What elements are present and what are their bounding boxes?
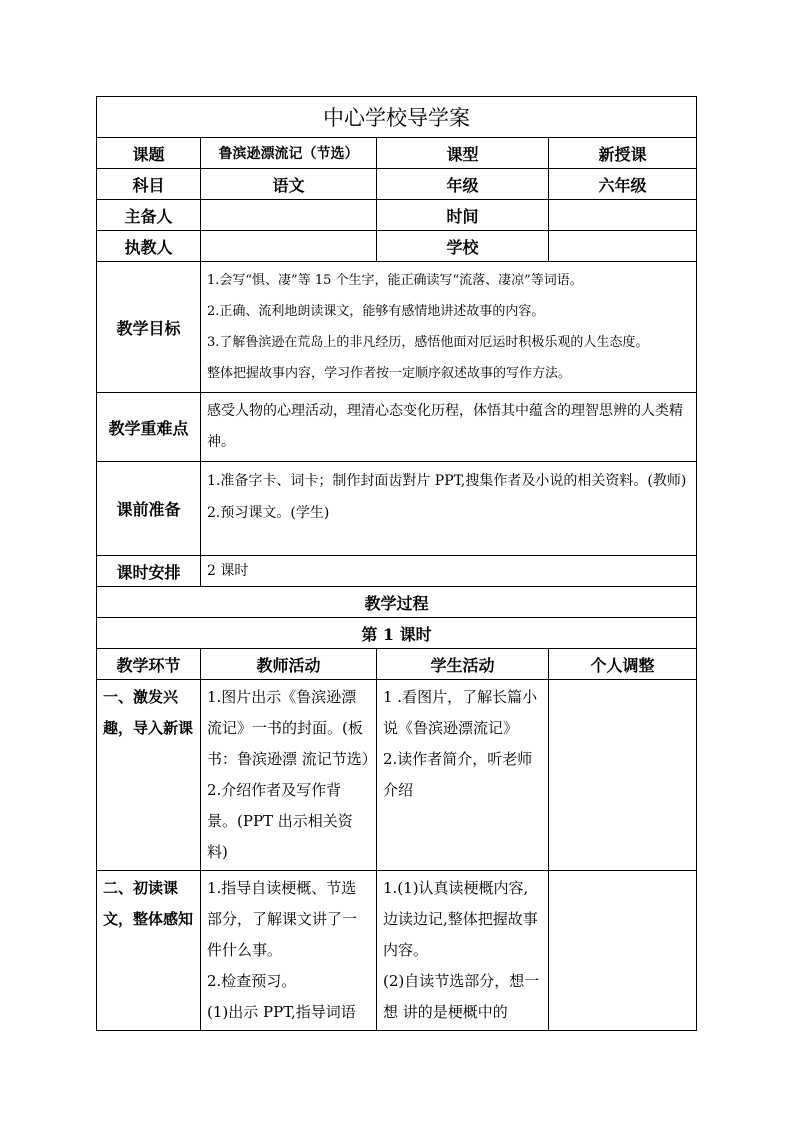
teacher-activity-line: 1.图片出示《鲁滨逊漂流记》一书的封面。(板书：鲁滨逊漂 流记节选） bbox=[207, 688, 377, 768]
teacher-activity-line: 2.介绍作者及写作背景。(PPT 出示相关资料) bbox=[207, 781, 353, 861]
student-activity-line: 2.读作者简介，听老师介绍 bbox=[383, 750, 533, 799]
goal-line: 2.正确、流利地朗读课文，能够有感情地讲述故事的内容。 bbox=[207, 304, 545, 319]
stage-cell: 二、初读课文，整体感知 bbox=[97, 871, 201, 1031]
teacher-activity-line: 2.检查预习。 bbox=[207, 972, 297, 990]
goal-line: 整体把握故事内容，学习作者按一定顺序叙述故事的写作方法。 bbox=[207, 366, 572, 381]
teacher-activity-line: (1)出示 PPT,指导词语 bbox=[207, 1003, 356, 1021]
page-title: 中心学校导学案 bbox=[97, 97, 697, 138]
prep-label: 课前准备 bbox=[97, 462, 201, 556]
teacher-activity-line: 1.指导自读梗概、节选部分，了解课文讲了一件什么事。 bbox=[207, 879, 358, 959]
teacher-activity-cell bbox=[201, 680, 377, 871]
column-header: 学生活动 bbox=[377, 649, 549, 680]
adjust-cell bbox=[549, 680, 697, 871]
subject-value: 语文 bbox=[201, 169, 377, 200]
goal-line: 3.了解鲁滨逊在荒岛上的非凡经历，感悟他面对厄运时积极乐观的人生态度。 bbox=[207, 335, 649, 350]
lesson-plan-table bbox=[96, 96, 697, 1031]
table-row bbox=[97, 680, 697, 871]
teacher-activity-cell bbox=[201, 871, 377, 1031]
schedule-value: 2 课时 bbox=[201, 556, 697, 587]
preparer-label: 主备人 bbox=[97, 200, 201, 231]
goals-content bbox=[201, 262, 697, 393]
time-value bbox=[549, 200, 697, 231]
student-activity-cell bbox=[377, 680, 549, 871]
column-header: 教师活动 bbox=[201, 649, 377, 680]
grade-value: 六年级 bbox=[549, 169, 697, 200]
student-activity-line: (2)自读节选部分，想一想 讲的是梗概中的 bbox=[383, 972, 540, 1021]
prep-content bbox=[201, 462, 697, 556]
student-activity-cell bbox=[377, 871, 549, 1031]
teacher-label: 执教人 bbox=[97, 231, 201, 262]
process-title: 教学过程 bbox=[97, 587, 697, 618]
prep-line: 2.预习课文。(学生) bbox=[207, 505, 330, 521]
schedule-label: 课时安排 bbox=[97, 556, 201, 587]
column-header: 个人调整 bbox=[549, 649, 697, 680]
goals-label: 教学目标 bbox=[97, 262, 201, 393]
column-header: 教学环节 bbox=[97, 649, 201, 680]
time-label: 时间 bbox=[377, 200, 549, 231]
focus-label: 教学重难点 bbox=[97, 393, 201, 462]
goal-line: 1.会写“惧、凄”等 15 个生字，能正确读写“流落、凄凉”等词语。 bbox=[207, 273, 583, 288]
adjust-cell bbox=[549, 871, 697, 1031]
student-activity-line: 1.(1)认真读梗概内容,边读边记,整体把握故事内容。 bbox=[383, 879, 538, 959]
type-label: 课型 bbox=[377, 138, 549, 169]
subject-label: 科目 bbox=[97, 169, 201, 200]
stage-cell: 一、激发兴趣，导入新课 bbox=[97, 680, 201, 871]
table-row bbox=[97, 871, 697, 1031]
topic-label: 课题 bbox=[97, 138, 201, 169]
prep-line: 1.准备字卡、词卡；制作封面齿對片 PPT,搜集作者及小说的相关资料。(教师) bbox=[207, 473, 687, 489]
preparer-value bbox=[201, 200, 377, 231]
school-value bbox=[549, 231, 697, 262]
student-activity-line: 1 .看图片，了解长篇小说《鲁滨逊漂流记》 bbox=[383, 688, 538, 737]
lesson-title: 第 1 课时 bbox=[97, 618, 697, 649]
grade-label: 年级 bbox=[377, 169, 549, 200]
topic-value: 鲁滨逊漂流记（节选） bbox=[201, 138, 377, 169]
focus-content: 感受人物的心理活动，理清心态变化历程，体悟其中蕴含的理智思辨的人类精神。 bbox=[201, 393, 697, 462]
school-label: 学校 bbox=[377, 231, 549, 262]
type-value: 新授课 bbox=[549, 138, 697, 169]
teacher-value bbox=[201, 231, 377, 262]
